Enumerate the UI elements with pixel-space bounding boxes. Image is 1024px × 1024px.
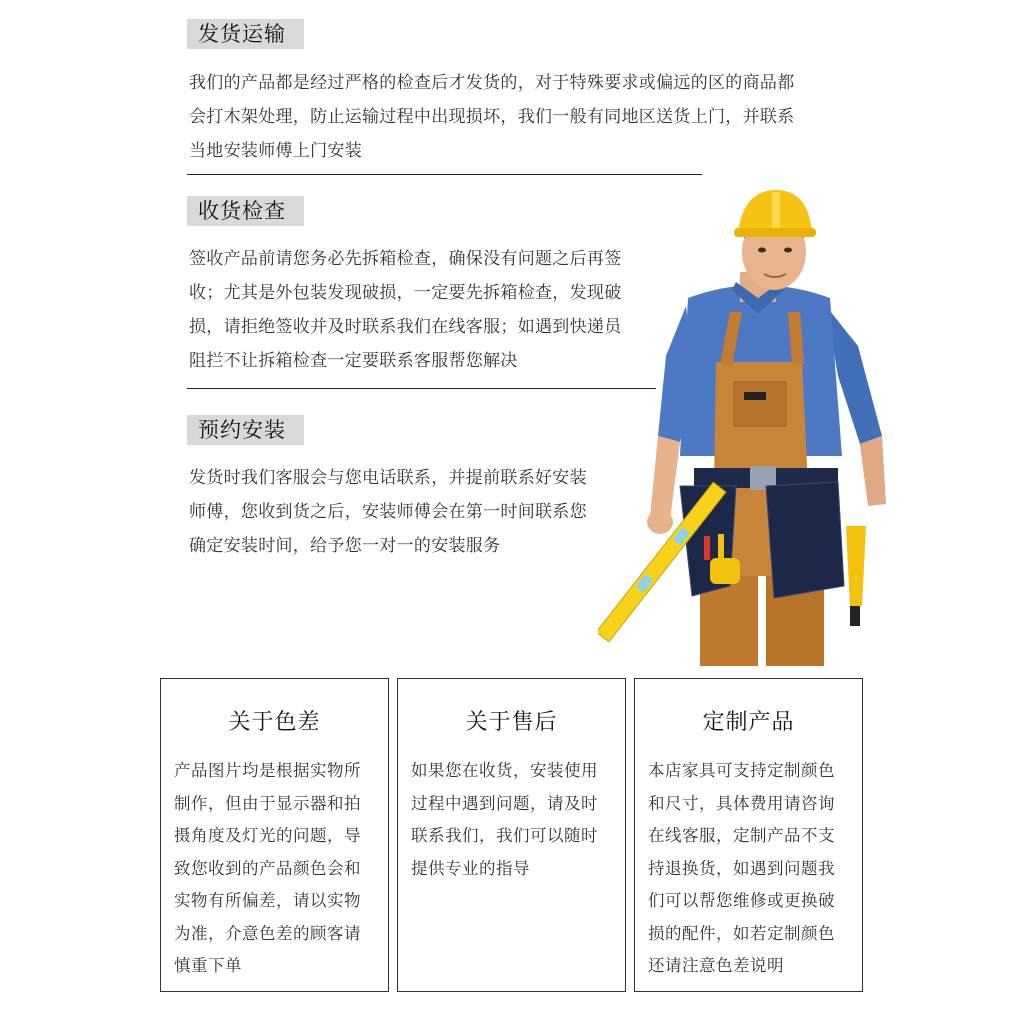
card-title: 定制产品 xyxy=(702,710,795,735)
text-line: 实物有所偏差，请以实物 xyxy=(174,891,361,910)
text-line: 如果您在收货，安装使用 xyxy=(411,761,598,780)
inspection-text xyxy=(189,242,622,378)
construction-worker-illustration xyxy=(598,186,898,666)
installation-text xyxy=(189,461,587,563)
text-line: 摄角度及灯光的问题，导 xyxy=(174,826,361,845)
text-line: 会打木架处理，防止运输过程中出现损坏，我们一般有同地区送货上门，并联系 xyxy=(189,107,795,127)
text-line: 联系我们，我们可以随时 xyxy=(411,826,598,845)
text-line: 收；尤其是外包装发现破损，一定要先拆箱检查，发现破 xyxy=(189,283,622,303)
text-line: 本店家具可支持定制颜色 xyxy=(648,761,835,780)
divider xyxy=(187,388,656,389)
divider xyxy=(187,174,702,175)
text-line: 确定安装时间，给予您一对一的安装服务 xyxy=(189,536,501,556)
text-line: 发货时我们客服会与您电话联系，并提前联系好安装 xyxy=(189,468,587,488)
card-text xyxy=(174,755,379,983)
text-line: 提供专业的指导 xyxy=(411,858,530,878)
section-title-inspection: 收货检查 xyxy=(187,196,304,226)
shipping-text xyxy=(189,66,795,168)
text-line: 当地安装师傅上门安装 xyxy=(189,141,362,161)
card-text xyxy=(648,755,853,983)
text-line: 们可以帮您维修或更换破 xyxy=(648,891,835,910)
text-line: 制作，但由于显示器和拍 xyxy=(174,793,361,813)
card-title: 关于售后 xyxy=(465,710,558,735)
card-text xyxy=(411,755,616,885)
text-line: 损的配件，如若定制颜色 xyxy=(648,923,835,943)
text-line: 过程中遇到问题，请及时 xyxy=(411,793,598,813)
text-line: 产品图片均是根据实物所 xyxy=(174,761,361,780)
section-title-shipping: 发货运输 xyxy=(187,19,304,49)
card-after-sales xyxy=(397,678,626,992)
text-line: 慎重下单 xyxy=(174,956,242,975)
text-line: 持退换货，如遇到问题我 xyxy=(648,858,835,878)
text-line: 师傅，您收到货之后，安装师傅会在第一时间联系您 xyxy=(189,502,587,522)
text-line: 还请注意色差说明 xyxy=(648,956,784,975)
text-line: 为准，介意色差的顾客请 xyxy=(174,923,361,943)
text-line: 阻拦不让拆箱检查一定要联系客服帮您解决 xyxy=(189,351,518,371)
text-line: 我们的产品都是经过严格的检查后才发货的，对于特殊要求或偏远的区的商品都 xyxy=(189,73,795,93)
card-color-difference xyxy=(160,678,389,992)
text-line: 和尺寸，具体费用请咨询 xyxy=(648,793,835,813)
text-line: 损，请拒绝签收并及时联系我们在线客服；如遇到快递员 xyxy=(189,317,622,337)
text-line: 签收产品前请您务必先拆箱检查，确保没有问题之后再签 xyxy=(189,249,622,269)
text-line: 在线客服，定制产品不支 xyxy=(648,826,835,845)
section-title-installation: 预约安装 xyxy=(187,415,304,445)
card-custom-products xyxy=(634,678,863,992)
card-title: 关于色差 xyxy=(228,710,321,735)
text-line: 致您收到的产品颜色会和 xyxy=(174,858,361,878)
